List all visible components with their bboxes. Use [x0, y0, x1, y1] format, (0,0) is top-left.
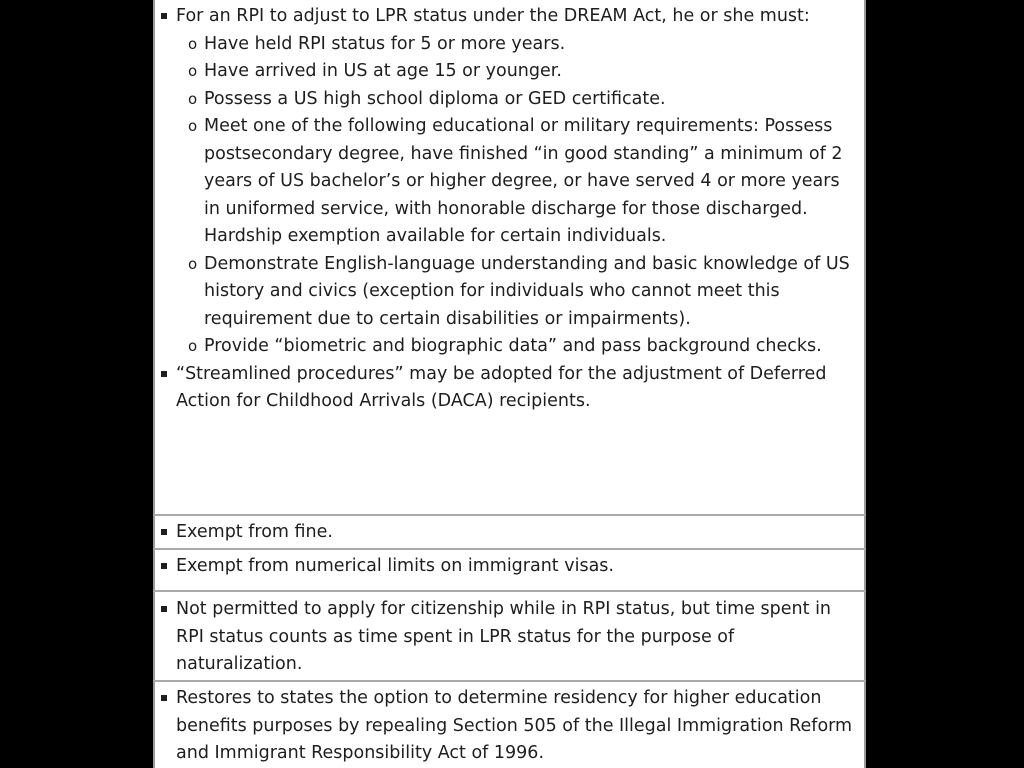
- circle-bullet-icon: o: [188, 89, 198, 108]
- requirements-bullet: [176, 3, 856, 31]
- row-divider: [153, 590, 866, 592]
- fine-text: Exempt from fine.: [176, 522, 333, 542]
- daca-bullet: [176, 361, 856, 416]
- residency-text: Restores to states the option to determine residency for higher education benefits purposes by repealing Section 505 of the Illegal Immigration Reform and Immigrant Responsibility Act of 1996.: [176, 688, 853, 763]
- circle-bullet-icon: o: [188, 117, 198, 135]
- square-bullet-icon: [161, 563, 167, 569]
- limits-cell: [153, 553, 866, 581]
- daca-text: “Streamlined procedures” may be adopted for the adjustment of Deferred Action for Childhood Arrivals (DACA) recipients.: [176, 363, 827, 411]
- square-bullet-icon: [161, 371, 167, 377]
- sub-item-held-rpi: o Have held RPI status for 5 or more years.: [176, 31, 856, 59]
- requirements-intro: For an RPI to adjust to LPR status under the DREAM Act, he or she must:: [176, 6, 810, 26]
- citizenship-bullet: [176, 596, 856, 679]
- row-divider: [153, 514, 866, 516]
- requirements-cell: [153, 3, 866, 416]
- document-page: [153, 0, 866, 768]
- row-divider: [153, 680, 866, 682]
- residency-cell: [153, 685, 866, 768]
- row-divider: [153, 548, 866, 550]
- sub-item-education-military: o Meet one of the following educational or military requirements: Possess postsecondary degree, have finished “in good standing” a minimum of 2 years of US bachelor’s or higher degree, or have served 4 or more years in uniformed service, with honorable discharge for those discharged. Hardship exemption available for certain individuals.: [176, 113, 856, 251]
- sub-item-diploma: o Possess a US high school diploma or GED certificate.: [176, 86, 856, 114]
- citizenship-text: Not permitted to apply for citizenship while in RPI status, but time spent in RPI status counts as time spent in LPR status for the purpose of naturalization.: [176, 599, 832, 674]
- sub-item-biometric: o Provide “biometric and biographic data” and pass background checks.: [176, 333, 856, 361]
- square-bullet-icon: [161, 606, 167, 612]
- square-bullet-icon: [161, 529, 167, 535]
- fine-cell: [153, 519, 866, 547]
- sub-item-english-civics: o Demonstrate English-language understanding and basic knowledge of US history and civics (exception for individuals who cannot meet this requirement due to certain disabilities or impairments).: [176, 251, 856, 334]
- circle-bullet-icon: o: [188, 62, 198, 80]
- fine-bullet: [176, 519, 856, 547]
- sub-item-arrived-age: o Have arrived in US at age 15 or younger.: [176, 58, 856, 86]
- circle-bullet-icon: o: [188, 337, 198, 355]
- requirements-sub-list: [176, 31, 856, 361]
- circle-bullet-icon: o: [188, 34, 198, 53]
- circle-bullet-icon: o: [188, 254, 198, 273]
- square-bullet-icon: [161, 13, 167, 19]
- square-bullet-icon: [161, 695, 167, 701]
- limits-text: Exempt from numerical limits on immigrant visas.: [176, 556, 614, 576]
- residency-bullet: [176, 685, 856, 768]
- limits-bullet: [176, 553, 856, 581]
- citizenship-cell: [153, 596, 866, 679]
